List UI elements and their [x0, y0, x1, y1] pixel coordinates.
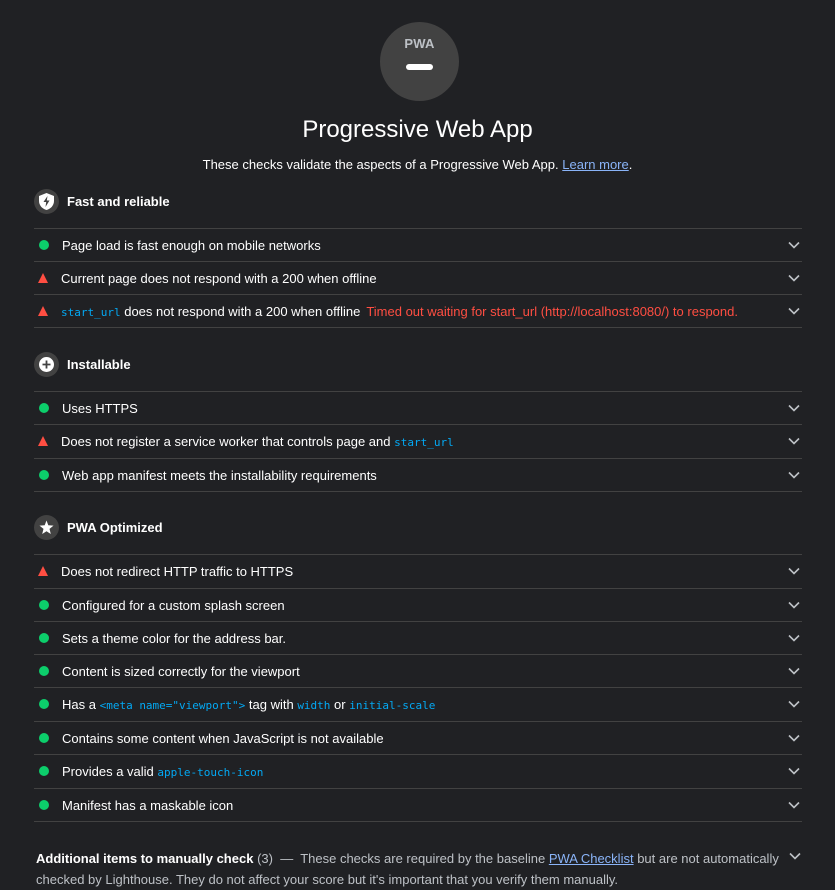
pass-indicator-icon: [39, 800, 49, 810]
manual-checks-description: These checks are required by the baseline: [300, 851, 546, 866]
chevron-down-icon[interactable]: [788, 306, 800, 316]
chevron-down-icon[interactable]: [789, 851, 801, 861]
chevron-down-icon[interactable]: [788, 600, 800, 610]
chevron-down-icon[interactable]: [788, 566, 800, 576]
code-snippet: initial-scale: [349, 698, 436, 712]
audit-row[interactable]: [34, 621, 802, 654]
description-text: These checks validate the aspects of a Progressive Web App.: [202, 157, 559, 172]
chevron-down-icon[interactable]: [788, 766, 800, 776]
pwa-gauge-label: PWA: [404, 36, 435, 51]
audit-row[interactable]: [34, 424, 802, 457]
group-title: Fast and reliable: [67, 193, 170, 209]
audit-text: Does not register a service worker that controls page and: [61, 433, 395, 449]
code-snippet: <meta name="viewport">: [99, 698, 246, 712]
pass-indicator-icon: [39, 766, 49, 776]
audit-text: Configured for a custom splash screen: [62, 597, 285, 613]
learn-more-link[interactable]: Learn more: [562, 157, 629, 172]
audit-text: Uses HTTPS: [62, 400, 138, 416]
audit-text: Web app manifest meets the installability requirements: [62, 467, 377, 483]
pass-indicator-icon: [39, 633, 49, 643]
audit-title: [62, 764, 263, 779]
audit-title: [61, 271, 377, 286]
group-title: Installable: [67, 356, 131, 372]
audit-title: [62, 401, 138, 416]
lightning-shield-icon: [34, 189, 59, 214]
audit-text: tag with: [245, 696, 298, 712]
group-header-pwa-optimized: [34, 514, 163, 540]
code-snippet: apple-touch-icon: [157, 765, 264, 779]
audit-title: [62, 731, 384, 746]
audit-title: [61, 304, 738, 319]
group-header-installable: [34, 351, 131, 377]
code-snippet: start_url: [61, 305, 121, 319]
audit-title: [62, 664, 300, 679]
chevron-down-icon[interactable]: [788, 403, 800, 413]
audit-row[interactable]: [34, 687, 802, 720]
audit-text: Provides a valid: [62, 763, 158, 779]
page-description: [0, 157, 835, 172]
code-snippet: width: [297, 698, 331, 712]
pass-indicator-icon: [39, 600, 49, 610]
audit-row[interactable]: [34, 588, 802, 621]
code-snippet: start_url: [394, 435, 454, 449]
fail-indicator-icon: [38, 436, 48, 446]
audit-title: [62, 631, 286, 646]
audit-row[interactable]: [34, 261, 802, 294]
chevron-down-icon[interactable]: [788, 633, 800, 643]
audit-row[interactable]: [34, 788, 802, 822]
chevron-down-icon[interactable]: [788, 470, 800, 480]
audit-error-message: Timed out waiting for start_url (http://localhost:8080/) to respond.: [366, 303, 738, 319]
pwa-gauge: [380, 22, 459, 101]
audit-title: [62, 697, 435, 712]
chevron-down-icon[interactable]: [788, 733, 800, 743]
fail-indicator-icon: [38, 566, 48, 576]
audit-title: [62, 468, 377, 483]
audit-text: Page load is fast enough on mobile networks: [62, 237, 321, 253]
chevron-down-icon[interactable]: [788, 273, 800, 283]
manual-checks-count: (3): [257, 851, 273, 866]
pass-indicator-icon: [39, 733, 49, 743]
audit-title: [62, 598, 285, 613]
manual-checks-section[interactable]: [36, 848, 796, 890]
audit-title: [61, 434, 454, 449]
page-title: Progressive Web App: [302, 116, 533, 143]
chevron-down-icon[interactable]: [788, 240, 800, 250]
manual-checks-description-continued: but are not automatically checked by Lighthouse. They do not affect your score but it's important that you verify them manually.: [36, 851, 779, 887]
audit-text: Does not redirect HTTP traffic to HTTPS: [61, 563, 294, 579]
audit-title: [62, 238, 321, 253]
audit-row[interactable]: [34, 721, 802, 754]
pwa-checklist-link[interactable]: PWA Checklist: [548, 851, 634, 866]
pass-indicator-icon: [39, 666, 49, 676]
fail-indicator-icon: [38, 273, 48, 283]
audit-row[interactable]: [34, 754, 802, 787]
audit-row[interactable]: [34, 458, 802, 492]
chevron-down-icon[interactable]: [788, 800, 800, 810]
audit-text: Sets a theme color for the address bar.: [62, 630, 287, 646]
pass-indicator-icon: [39, 403, 49, 413]
audit-row[interactable]: [34, 391, 802, 424]
audit-text: or: [330, 696, 350, 712]
chevron-down-icon[interactable]: [788, 436, 800, 446]
audit-text: does not respond with a 200 when offline: [120, 303, 361, 319]
manual-checks-title: Additional items to manually check: [36, 851, 254, 866]
audit-text: Current page does not respond with a 200 when offline: [61, 270, 377, 286]
audit-row[interactable]: [34, 228, 802, 261]
audit-row[interactable]: [34, 554, 802, 587]
audit-title: [62, 798, 233, 813]
plus-circle-icon: [34, 352, 59, 377]
audit-text: Content is sized correctly for the viewport: [62, 663, 300, 679]
pass-indicator-icon: [39, 240, 49, 250]
audit-text: Manifest has a maskable icon: [62, 797, 234, 813]
audit-row[interactable]: [34, 294, 802, 328]
audit-title: [61, 564, 293, 579]
chevron-down-icon[interactable]: [788, 666, 800, 676]
period-text: .: [628, 157, 633, 172]
dash-icon: [406, 64, 433, 70]
pass-indicator-icon: [39, 470, 49, 480]
star-icon: [34, 515, 59, 540]
chevron-down-icon[interactable]: [788, 699, 800, 709]
fail-indicator-icon: [38, 306, 48, 316]
pass-indicator-icon: [39, 699, 49, 709]
audit-text: Has a: [62, 696, 100, 712]
separator-dash: —: [280, 851, 294, 866]
group-header-fast-and-reliable: [34, 188, 170, 214]
group-title: PWA Optimized: [67, 519, 163, 535]
audit-text: Contains some content when JavaScript is not available: [62, 730, 384, 746]
audit-row[interactable]: [34, 654, 802, 687]
